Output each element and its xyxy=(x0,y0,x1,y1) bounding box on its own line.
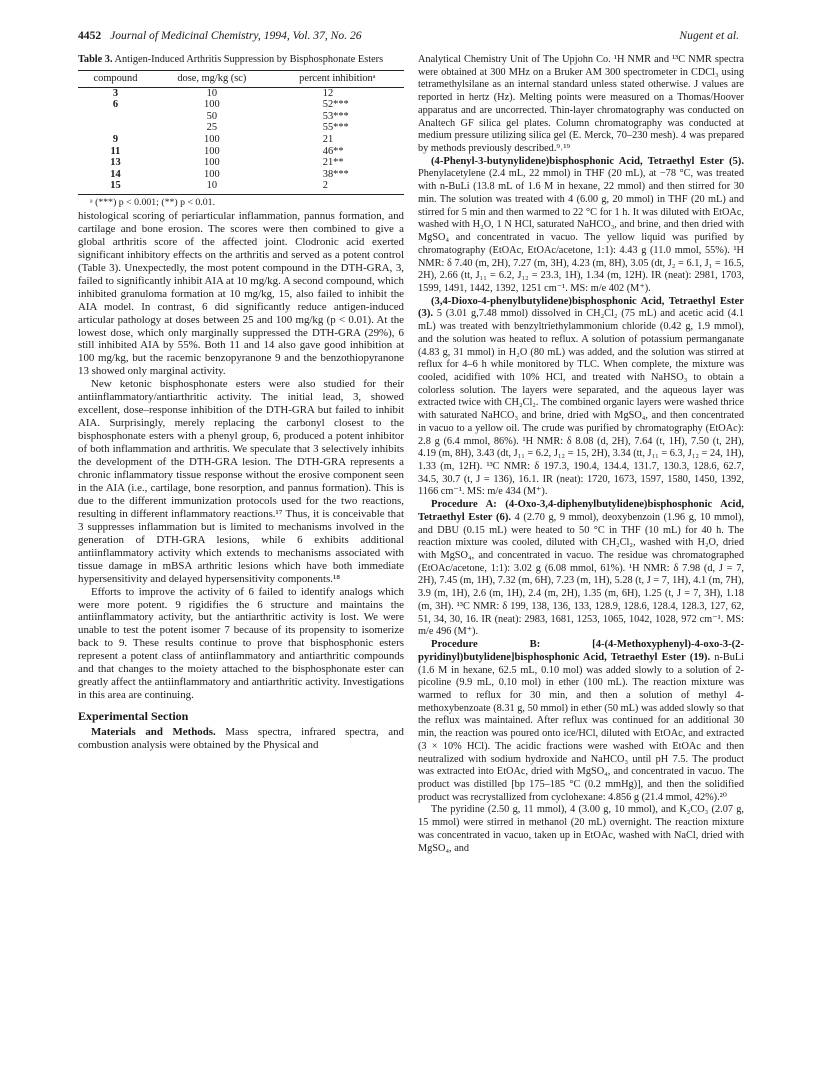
experimental-paragraph xyxy=(418,156,744,296)
inhibition-cell: 55*** xyxy=(322,122,349,134)
paragraph-text: n-BuLi (1.6 M in hexane, 62.5 mL, 0.10 mol) was added slowly to a solution of 2-picoline (9.9 mL, 0.10 mol) in ether (100 mL). The reaction mixture was warmed to reflux for 30 min, and then a solution of methyl 4-methoxybenzoate (8.31 g, 50 mmol) in ether (50 mL) was added slowly so that the reflux was maintained. After reflux was continued for an additional 30 min, the reaction was poured onto ice/HCl, diluted with EtOAc, and extracted (3 × 10% HCl). The acidic fractions were washed with EtOAc and then neutralized with sodium hydroxide and NaHCO₃ until pH 7.5. The product was extracted into EtOAc, dried with MgSO₄, and concentrated in vacuo. The product was distilled [bp 175–185 °C (0.2 mmHg)], and then the solidified product was recrystallized from cyclohexane: 4.856 g (21.4 mmol, 42%).²⁰ xyxy=(418,651,744,803)
experimental-paragraph xyxy=(418,639,744,804)
inhibition-cell: 12 xyxy=(322,87,334,99)
page-number: 4452 xyxy=(78,29,102,42)
table-row xyxy=(78,122,404,134)
paragraph-text: Analytical Chemistry Unit of The Upjohn Co. ¹H NMR and ¹³C NMR spectra were obtained at 300 MHz on a Bruker AM 300 spectrometer in CDCl₃ using tetramethylsilane as an internal standard unless stated otherwise. J values are reported in hertz (Hz). Melting points were measured on a Thomas/Hoover apparatus and are uncorrected. Thin-layer chromatography was conducted on Analtech GF silica gel plates. Column chromatography was conducted at medium pressure utilizing silica gel (E. Merck, 70–230 mesh). 4 was prepared by methods previously described.⁹˒¹⁹ xyxy=(418,54,744,155)
inhibition-cell: 38*** xyxy=(322,168,349,180)
table-header-inhibition: percent inhibitionᵃ xyxy=(271,71,404,88)
table-row xyxy=(78,87,404,99)
materials-paragraph xyxy=(78,726,404,752)
body-paragraph: histological scoring of periarticular inflammation, pannus formation, and cartilage and bone erosion. The scores were then combined to give a global arthritis score of the affected joint. Clodronic acid exerted significant inhibitory effects on the arthritis and served as a potent control (Table 3). Unexpectedly, the most potent compound in the DTH-GRA, 3, failed to significantly inhibit AIA at 10 mg/kg. A second compound, which inhibited granuloma formation at 10 mg/kg, 15, also failed to inhibit the AIA model. In contrast, 6 did significantly reduce antigen-induced articular pathology at doses between 25 and 100 mg/kg (p < 0.01). At the lowest dose, which only marginally suppressed the DTH-GRA (29%), 6 still inhibited AIA by 55%. Both 11 and 14 also gave good inhibition at 100 mg/kg, but the racemic benzopyranone 9 and the benzothiopyranone 13 showed only marginal activity. xyxy=(78,209,404,378)
table-title: Antigen-Induced Arthritis Suppression by Bisphosphonate Esters xyxy=(114,54,384,65)
inhibition-cell: 2 xyxy=(271,180,404,194)
paragraph-text: 4 (2.70 g, 9 mmol), deoxybenzoin (1.96 g, 10 mmol), and DBU (0.15 mL) were heated to 50 °C in THF (10 mL) for 40 h. The reaction mixture was cooled, diluted with CH₂Cl₂, washed with H₂O, dried with MgSO₄, and concentrated in vacuo. The residue was chromatographed (EtOAc/acetone, 1:1): 3.02 g (6.08 mmol, 61%). ¹H NMR: δ 7.98 (d, J = 7, 2H), 7.45 (m, 1H), 7.32 (m, 6H), 7.23 (m, 1H), 5.28 (t, J = 7, 1H), 4.1 (m, 7H), 3.9 (m, 1H), 2.6 (m, 1H), 2.4 (m, 2H), 1.35 (m, 6H), 1.25 (t, J = 7, 3H), 1.18 (m, 3H). ¹³C NMR: δ 199, 138, 136, 133, 128.9, 128.6, 128.4, 128.3, 127, 62, 51, 34, 30, 16. IR (neat): 2983, 1681, 1253, 1065, 1042, 1028, 972 cm⁻¹. MS: m/e 496 (M⁺). xyxy=(418,511,744,638)
table-header-compound: compound xyxy=(78,71,153,88)
table-header-dose: dose, mg/kg (sc) xyxy=(153,71,271,88)
compound-cell: 11 xyxy=(110,145,121,157)
left-column xyxy=(78,54,404,752)
paragraph-text: Phenylacetylene (2.4 mL, 22 mmol) in THF (20 mL), at −78 °C, was treated with n-BuLi (13.8 mL of 1.6 M in hexane, 22 mmol) and then stirred for 30 min. The solution was treated with 4 (6.00 g, 20 mmol) in THF (20 mL) and stirred for 5 min and then warmed to 22 °C for 1 h. It was diluted with EtOAc, washed with H₂O, 1 N HCl, saturated NaHCO₃, and brine, and then dried with MgSO₄ and concentrated in vacuo. The yellow liquid was purified by chromatography (EtOAc, EtOAc/acetone, 1:1): 4.43 g (11.0 mmol, 55%). ¹H NMR: δ 7.40 (m, 2H), 7.27 (m, 3H), 4.23 (m, 8H), 3.05 (dt, J₂ = 6.1, J₁ = 16.5, 2H), 2.66 (tt, J₁₁ = 6.2, J₁₂ = 23.3, 1H), 1.34 (m, 12H). IR (neat): 2981, 1703, 1599, 1491, 1442, 1392, 1251 cm⁻¹. MS: m/e 402 (M⁺). xyxy=(418,168,744,294)
materials-text: Mass spectra, infrared spectra, and combustion analysis were obtained by the Physical and xyxy=(78,726,404,752)
compound-cell xyxy=(78,111,153,123)
table-footnote: ᵃ (***) p < 0.001; (**) p < 0.01. xyxy=(90,196,216,208)
dose-cell: 100 xyxy=(204,133,220,145)
paragraph-text: The pyridine (2.50 g, 11 mmol), 4 (3.00 g, 10 mmol), and K₂CO₃ (2.07 g, 15 mmol) were stirred in methanol (20 mL) overnight. The reaction mixture was concentrated in vacuo, taken up in EtOAc, washed with NaCl, dried with MgSO₄, and xyxy=(418,804,744,854)
dose-cell: 10 xyxy=(206,87,218,99)
table-row xyxy=(78,111,404,123)
compound-cell: 9 xyxy=(112,133,119,145)
body-paragraph: Efforts to improve the activity of 6 failed to identify analogs which were more potent. 9 rigidifies the 6 structure and maintains the antiinflammatory activity, but the antiarthritic activity is lost. We were unable to test the potent isomer 7 because of its propensity to isomerize back to 9. These results continue to prove that bisphosphonic esters represent a potent class of antiinflammatory and antiarthritic compounds and that changes to the moiety attached to the bisphosphonate ester can greatly affect the antiinflammatory and antiarthritic activity. Investigations in this area are continuing. xyxy=(78,585,404,702)
experimental-paragraph xyxy=(418,804,744,855)
table-label: Table 3. xyxy=(78,54,113,65)
inhibition-cell: 21** xyxy=(322,157,344,169)
compound-cell: 14 xyxy=(110,168,121,180)
table-row xyxy=(78,134,404,146)
table-row xyxy=(78,157,404,169)
journal-citation: Journal of Medicinal Chemistry, 1994, Vol. 37, No. 26 xyxy=(110,29,362,42)
table-row xyxy=(78,180,404,194)
compound-heading: (3,4-Dioxo-4-phenylbutylidene)bisphosphonic Acid, Tetraethyl Ester (3). xyxy=(418,295,744,320)
compound-heading: Procedure A: (4-Oxo-3,4-diphenylbutylidene)bisphosphonic Acid, Tetraethyl Ester (6). xyxy=(418,499,744,523)
table-row xyxy=(78,146,404,158)
table-caption xyxy=(78,54,404,66)
dose-cell: 100 xyxy=(204,168,220,180)
compound-cell: 15 xyxy=(78,180,153,194)
dose-cell: 10 xyxy=(153,180,271,194)
dose-cell: 100 xyxy=(204,145,220,157)
experimental-paragraph xyxy=(418,296,744,500)
dose-cell: 100 xyxy=(204,99,220,111)
compound-cell: 6 xyxy=(112,99,119,111)
dose-cell: 100 xyxy=(204,157,220,169)
inhibition-cell: 46** xyxy=(322,145,344,157)
section-heading: Experimental Section xyxy=(78,709,189,724)
dose-cell: 25 xyxy=(206,122,218,134)
table-row xyxy=(78,169,404,181)
compound-heading: (4-Phenyl-3-butynylidene)bisphosphonic Acid, Tetraethyl Ester (5). xyxy=(431,155,744,167)
arthritis-table xyxy=(78,70,404,195)
compound-cell xyxy=(78,122,153,134)
dose-cell: 50 xyxy=(206,110,218,122)
body-paragraph: New ketonic bisphosphonate esters were also studied for their antiinflammatory/antiarthritic activity. The initial lead, 3, showed excellent, dose–response inhibition of the DTH-GRA but failed to inhibit AIA. Surprisingly, merely replacing the carbonyl closest to the bisphosphonate esters with a phenyl group, 6, produced a potent inhibitor of both inflammation and arthritis. We speculate that 3 selectively inhibits the development of the DTH-GRA lesion. The DTH-GRA represents a chronic inflammatory tissue response without the erosive component seen in the AIA (i.e., cartilage, bone resorption, and pannus formation). This is due to the different immunization protocols used for the two reactions, resulting in different inflammatory reactions.¹⁷ Thus, it is conceivable that 3 suppresses inflammation but is limited to mechanisms involved in the generation of DTH-GRA lesions, while 6 exhibits additional antiinflammatory activity which extends to mechanisms associated with tissue damage in mBSA arthritic lesions which have both immediate hypersensitivity and delayed hypersensitivity components.¹⁸ xyxy=(78,378,404,585)
compound-cell: 3 xyxy=(112,87,119,99)
inhibition-cell: 21 xyxy=(322,133,334,145)
table-row xyxy=(78,99,404,111)
materials-runin-head: Materials and Methods. xyxy=(91,726,216,739)
experimental-paragraph xyxy=(418,499,744,639)
running-authors: Nugent et al. xyxy=(679,29,739,42)
running-head xyxy=(78,29,739,45)
compound-cell: 13 xyxy=(110,157,121,169)
inhibition-cell: 53*** xyxy=(322,110,349,122)
paragraph-text: 5 (3.01 g,7.48 mmol) dissolved in CH₂Cl₂ (75 mL) and acetic acid (4.1 mL) was treated with benzyltriethylammonium chloride (0.42 g, 1.9 mmol), and the solution was heated to reflux. A solution of potassium permanganate (4.83 g, 31 mmol) in H₂O (80 mL) was added, and the solution was stirred at reflux for 4–6 h while monitored by TLC. When complete, the mixture was cooled, acidified with 10% HCl, and treated with NaHSO₃ to obtain a colorless solution. The layers were separated, and the aqueous layer was extracted twice with CH₂Cl₂. The combined organic layers were washed thrice with saturated NaHCO₃ and brine, dried with MgSO₄, and then concentrated in vacuo to a yellow oil. The crude was purified by chromatography (EtOAc): 2.8 g (6.4 mmol, 86%). ¹H NMR: δ 8.08 (d, 2H), 7.64 (t, 1H), 7.50 (t, 2H), 4.19 (m, 8H), 3.43 (dt, J₁₁ = 6.2, J₁₂ = 15, 2H), 3.34 (tt, J₁₁ = 6.3, J₁₂ = 24, 1H), 1.33 (m, 12H). ¹³C NMR: δ 197.3, 190.4, 134.4, 131.7, 130.3, 128.6, 62.7, 34.5, 30.7 (t, J = 136), 16.1. IR (neat): 1720, 1673, 1597, 1580, 1450, 1392, 1166 cm⁻¹. MS: m/e 434 (M⁺). xyxy=(418,308,744,498)
experimental-paragraph xyxy=(418,54,744,156)
inhibition-cell: 52*** xyxy=(322,99,349,111)
compound-heading: Procedure B: [4-(4-Methoxyphenyl)-4-oxo-3-(2-pyridinyl)butylidene]bisphosphonic Acid, Tetraethyl Ester (19). xyxy=(418,639,744,663)
table-header-row xyxy=(78,71,404,88)
right-column xyxy=(418,54,744,855)
